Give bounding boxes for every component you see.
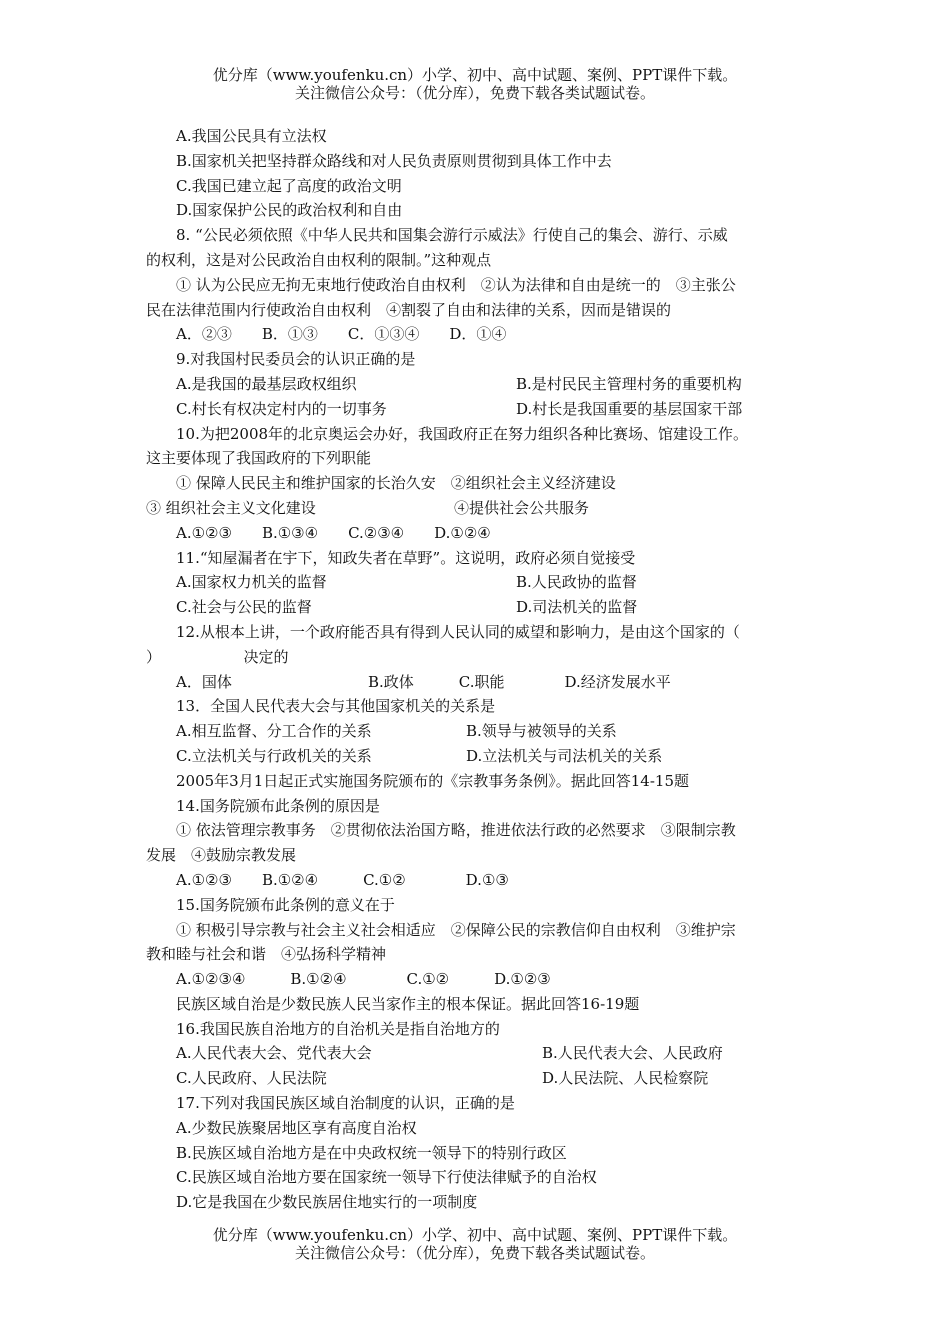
line-text: 16.我国民族自治地方的自治机关是指自治地方的 [176,1019,500,1038]
text-line [146,546,816,571]
text-line [146,198,816,223]
text-line [146,843,816,868]
line-text: A.人民代表大会、党代表大会 [176,1044,372,1063]
line-text: B.国家机关把坚持群众路线和对人民负责原则贯彻到具体工作中去 [176,151,612,170]
line-text: A.①②③ B.①②④ C.①② D.①③ [176,870,509,889]
text-line [146,794,816,819]
line-text: ① 保障人民民主和维护国家的长治久安 ②组织社会主义经济建设 [176,474,616,493]
line-text: A.我国公民具有立法权 [176,127,327,145]
footer-line-1: 优分库（www.youfenku.cn）小学、初中、高中试题、案例、PPT课件下载。 [212,1226,738,1244]
line-text: A.①②③ B.①③④ C.②③④ D.①②④ [176,523,491,542]
line-text-col2: B.政体 C.职能 D.经济发展水平 [368,672,671,691]
text-line [146,1041,816,1066]
text-line [146,496,816,521]
text-line [146,620,816,645]
line-text: ） 决定的 [146,647,289,666]
text-line [146,694,816,719]
text-line [146,893,816,918]
text-line [146,670,816,695]
line-text: A．②③ B．①③ C．①③④ D．①④ [176,325,507,344]
text-line [146,595,816,620]
page-footer [0,1226,950,1262]
text-line [146,322,816,347]
line-text: 14.国务院颁布此条例的原因是 [176,796,380,815]
line-text: C.村长有权决定村内的一切事务 [176,399,387,418]
line-text: 发展 ④鼓励宗教发展 [146,846,297,865]
text-line [146,769,816,794]
header-line-1: 优分库（www.youfenku.cn）小学、初中、高中试题、案例、PPT课件下载。 [212,66,738,84]
line-text: A.①②③④ B.①②④ C.①② D.①②③ [176,970,551,989]
line-text: 8. “公民必须依照《中华人民共和国集会游行示威法》行使自己的集会、游行、示威 [176,226,728,245]
line-text: 这主要体现了我国政府的下列职能 [146,449,372,468]
text-line [146,273,816,298]
line-text: A.是我国的最基层政权组织 [176,374,357,393]
line-text-col2: B.领导与被领导的关系 [466,722,617,741]
line-text: C.社会与公民的监督 [176,598,312,617]
line-text: ① 认为公民应无拘无束地行使政治自由权利 ②认为法律和自由是统一的 ③主张公 [176,275,736,294]
line-text: A．国体 [176,672,232,691]
line-text: 9.对我国村民委员会的认识正确的是 [176,350,416,369]
text-line [146,422,816,447]
line-text: D.国家保护公民的政治权利和自由 [176,201,403,220]
line-text: 民族区域自治是少数民族人民当家作主的根本保证。据此回答16-19题 [176,994,640,1013]
text-line [146,1116,816,1141]
text-line [146,744,816,769]
line-text: D.它是我国在少数民族居住地实行的一项制度 [176,1193,478,1212]
text-line [146,1165,816,1190]
text-line [146,397,816,422]
text-line [146,992,816,1017]
document-body [146,124,816,1215]
line-text: 17.下列对我国民族区域自治制度的认识，正确的是 [176,1094,515,1113]
text-line [146,1066,816,1091]
line-text: ① 依法管理宗教事务 ②贯彻依法治国方略，推进依法行政的必然要求 ③限制宗教 [176,821,736,840]
text-line [146,918,816,943]
text-line [146,248,816,273]
text-line [146,570,816,595]
line-text: 教和睦与社会和谐 ④弘扬科学精神 [146,945,387,964]
line-text: A.国家权力机关的监督 [176,573,327,592]
footer-line-2: 关注微信公众号：（优分库），免费下载各类试题试卷。 [294,1244,655,1262]
text-line [146,521,816,546]
line-text: 的权利，这是对公民政治自由权利的限制。”这种观点 [146,250,492,269]
line-text: C.立法机关与行政机关的关系 [176,746,372,765]
text-line [146,124,816,149]
line-text: 10.为把2008年的北京奥运会办好，我国政府正在努力组织各种比赛场、馆建设工作。 [176,424,749,443]
text-line [146,1141,816,1166]
line-text: C.我国已建立起了高度的政治文明 [176,176,402,195]
text-line [146,868,816,893]
line-text: 13．全国人民代表大会与其他国家机关的关系是 [176,697,496,716]
header-line-2: 关注微信公众号：（优分库），免费下载各类试题试卷。 [294,84,655,102]
line-text-col2: B.人民政协的监督 [516,573,637,592]
text-line [146,942,816,967]
line-text-col2: D.村长是我国重要的基层国家干部 [516,399,743,418]
text-line [146,1017,816,1042]
text-line [146,645,816,670]
text-line [146,223,816,248]
text-line [146,174,816,199]
line-text-col2: B.人民代表大会、人民政府 [542,1044,723,1063]
line-text: 12.从根本上讲，一个政府能否具有得到人民认同的威望和影响力，是由这个国家的（ [176,622,740,641]
line-text-col2: D.立法机关与司法机关的关系 [466,746,663,765]
text-line [146,818,816,843]
line-text-col2: B.是村民民主管理村务的重要机构 [516,374,742,393]
line-text-col2: ④提供社会公共服务 [454,498,590,517]
text-line [146,347,816,372]
text-line [146,967,816,992]
text-line [146,719,816,744]
text-line [146,372,816,397]
line-text: A.相互监督、分工合作的关系 [176,722,372,741]
line-text: 民在法律范围内行使政治自由权利 ④割裂了自由和法律的关系，因而是错误的 [146,300,672,319]
page-header [0,66,950,102]
line-text: 11.“知屋漏者在宇下，知政失者在草野”。这说明，政府必须自觉接受 [176,548,636,567]
line-text-col2: D.人民法院、人民检察院 [542,1069,709,1088]
line-text: 15.国务院颁布此条例的意义在于 [176,895,395,914]
line-text: B.民族区域自治地方是在中央政权统一领导下的特别行政区 [176,1143,567,1162]
text-line [146,149,816,174]
line-text: ① 积极引导宗教与社会主义社会相适应 ②保障公民的宗教信仰自由权利 ③维护宗 [176,920,736,939]
line-text-col2: D.司法机关的监督 [516,598,638,617]
text-line [146,1190,816,1215]
line-text: 2005年3月1日起正式实施国务院颁布的《宗教事务条例》。据此回答14-15题 [176,771,690,790]
text-line [146,471,816,496]
line-text: A.少数民族聚居地区享有高度自治权 [176,1118,417,1137]
line-text: C.民族区域自治地方要在国家统一领导下行使法律赋予的自治权 [176,1168,597,1187]
text-line [146,446,816,471]
text-line [146,1091,816,1116]
line-text: C.人民政府、人民法院 [176,1069,327,1088]
text-line [146,298,816,323]
line-text: ③ 组织社会主义文化建设 [146,498,316,517]
